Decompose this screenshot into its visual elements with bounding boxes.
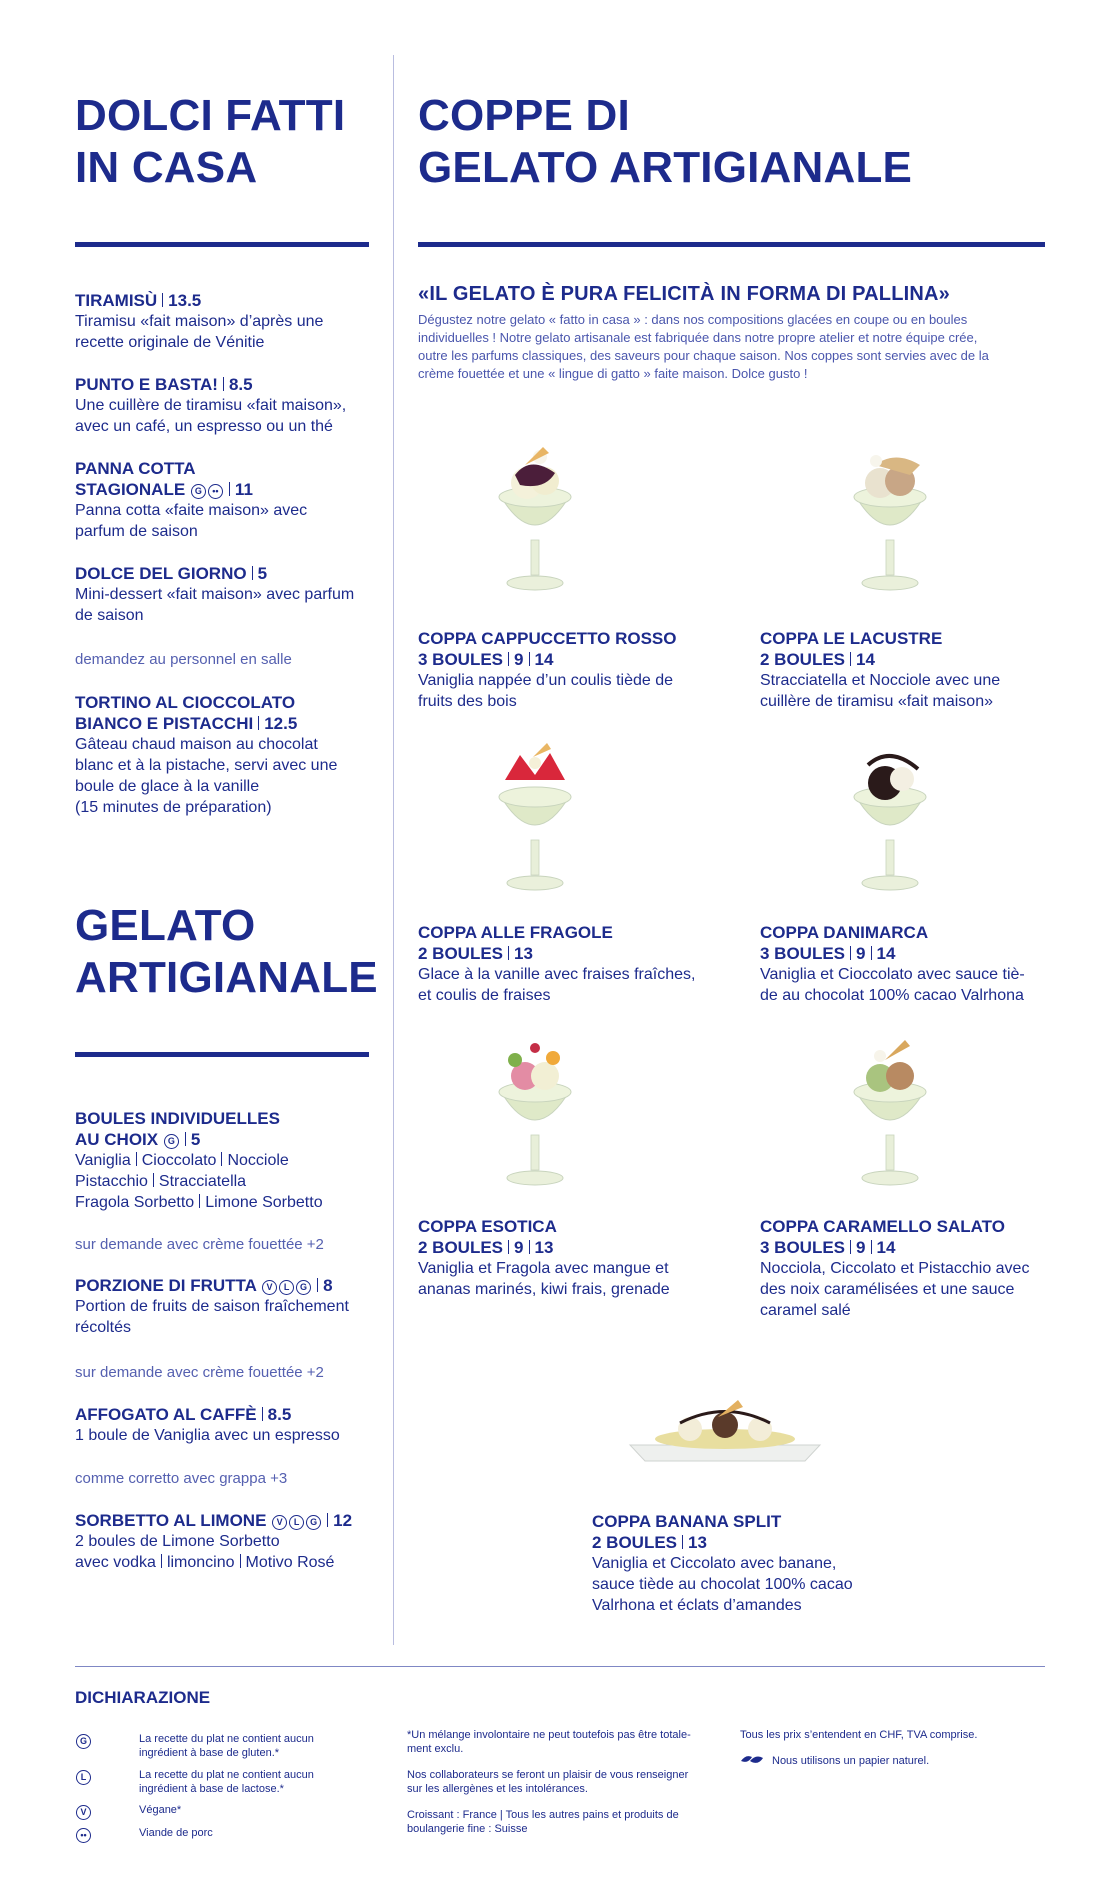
coppe-title-line-1: COPPE DI bbox=[418, 91, 630, 140]
gluten-free-icon: G bbox=[296, 1280, 311, 1295]
item-desc: Mini-dessert «fait maison» avec parfum bbox=[75, 586, 355, 603]
menu-item-dolce-del-giorno bbox=[75, 563, 354, 626]
item-desc: blanc et à la pistache, servi avec une bbox=[75, 757, 338, 774]
item-desc: recette originale de Vénitie bbox=[75, 334, 265, 351]
coppa-boules: 3 BOULES bbox=[760, 944, 846, 963]
pork-icon: •• bbox=[208, 484, 223, 499]
legend-text: ingrédient à base de gluten.* bbox=[139, 1747, 280, 1759]
legend-text: La recette du plat ne contient aucun bbox=[139, 1769, 314, 1781]
coppa-desc: Vaniglia et Fragola avec mangue et bbox=[418, 1260, 669, 1277]
coppa-desc: Stracciatella et Nocciole avec une bbox=[760, 672, 1001, 689]
item-price: 8.5 bbox=[228, 375, 253, 394]
item-desc: 2 boules de Limone Sorbetto bbox=[75, 1533, 280, 1550]
legend-vegan bbox=[75, 1803, 379, 1817]
item-name: SORBETTO AL LIMONE bbox=[75, 1511, 267, 1530]
coppa-boules: 2 BOULES bbox=[760, 650, 846, 669]
menu-item-tiramisu bbox=[75, 290, 323, 353]
flavor: Cioccolato bbox=[141, 1152, 217, 1169]
coppa-boules: 2 BOULES bbox=[418, 1238, 504, 1257]
item-name: AU CHOIX bbox=[75, 1130, 159, 1149]
coppa-image-cappuccetto bbox=[480, 435, 590, 595]
coppa-boules: 3 BOULES bbox=[418, 650, 504, 669]
coppa-price: 14 bbox=[856, 650, 875, 669]
leaf-icon bbox=[740, 1754, 764, 1768]
item-desc: 1 boule de Vaniglia avec un espresso bbox=[75, 1427, 340, 1444]
dolci-title-line-2: IN CASA bbox=[75, 143, 258, 192]
gelato-note: comme corretto avec grappa +3 bbox=[75, 1470, 288, 1487]
item-desc: Portion de fruits de saison fraîchement bbox=[75, 1298, 349, 1315]
legend-text: La recette du plat ne contient aucun bbox=[139, 1733, 314, 1745]
footer-rule bbox=[75, 1666, 1045, 1667]
coppa-price: 13 bbox=[534, 1238, 554, 1257]
item-name: AFFOGATO AL CAFFÈ bbox=[75, 1405, 257, 1424]
gelato-note: sur demande avec crème fouettée +2 bbox=[75, 1364, 324, 1381]
pork-icon: •• bbox=[76, 1828, 91, 1843]
intro-line: crème fouettée et une « lingue di gatto » faite maison. Dolce gusto ! bbox=[418, 366, 808, 381]
item-desc: Panna cotta «faite maison» avec bbox=[75, 502, 308, 519]
footer-note: ment exclu. bbox=[407, 1743, 464, 1755]
dolci-title bbox=[75, 90, 345, 194]
footer-allergen-notes bbox=[407, 1728, 717, 1836]
coppa-banana-split bbox=[592, 1511, 853, 1616]
coppa-caramello-salato bbox=[760, 1216, 1029, 1321]
flavor: Fragola Sorbetto bbox=[75, 1194, 195, 1211]
intro-line: individuelles ! Notre gelato artisanale est fabriquée dans notre propre atelier et notre équipe crée, bbox=[418, 330, 978, 345]
coppa-danimarca bbox=[760, 922, 1025, 1006]
item-desc: boule de glace à la vanille bbox=[75, 778, 260, 795]
coppa-name: COPPA BANANA SPLIT bbox=[592, 1512, 782, 1531]
legend-gluten bbox=[75, 1732, 379, 1760]
coppa-price: 9 bbox=[514, 650, 524, 669]
coppe-quote: «IL GELATO È PURA FELICITÀ IN FORMA DI PALLINA» bbox=[418, 283, 951, 305]
coppa-image-esotica bbox=[480, 1030, 590, 1190]
lactose-free-icon: L bbox=[279, 1280, 294, 1295]
item-desc: avec un café, un espresso ou un thé bbox=[75, 418, 333, 435]
price-info: Tous les prix s’entendent en CHF, TVA comprise. bbox=[740, 1729, 978, 1741]
coppa-desc: cuillère de tiramisu «fait maison» bbox=[760, 693, 993, 710]
flavor: Nocciole bbox=[227, 1152, 289, 1169]
lactose-free-icon: L bbox=[76, 1770, 91, 1785]
vegan-icon: V bbox=[76, 1805, 91, 1820]
item-name: PUNTO E BASTA! bbox=[75, 375, 218, 394]
item-price: 11 bbox=[234, 480, 253, 499]
legend-pork bbox=[75, 1826, 379, 1840]
flavor: Vaniglia bbox=[75, 1152, 131, 1169]
footer-note: *Un mélange involontaire ne peut toutefois pas être totale- bbox=[407, 1729, 691, 1741]
legend-text: Végane* bbox=[139, 1804, 182, 1816]
gelato-title-line-1: GELATO bbox=[75, 901, 256, 950]
item-name: STAGIONALE bbox=[75, 480, 186, 499]
coppa-desc: de au chocolat 100% cacao Valrhona bbox=[760, 987, 1024, 1004]
coppa-desc: ananas marinés, kiwi frais, grenade bbox=[418, 1281, 670, 1298]
coppa-price: 14 bbox=[534, 650, 554, 669]
coppa-image-banana-split bbox=[620, 1395, 830, 1470]
legend-text: ingrédient à base de lactose.* bbox=[139, 1783, 284, 1795]
lactose-free-icon: L bbox=[289, 1515, 304, 1530]
coppa-desc: sauce tiède au chocolat 100% cacao bbox=[592, 1576, 853, 1593]
coppa-desc: caramel salé bbox=[760, 1302, 851, 1319]
coppa-desc: Valrhona et éclats d’amandes bbox=[592, 1597, 802, 1614]
menu-item-panna-cotta bbox=[75, 458, 307, 542]
coppa-image-caramello bbox=[835, 1030, 945, 1190]
item-name: BOULES INDIVIDUELLES bbox=[75, 1109, 280, 1128]
footer-title: DICHIARAZIONE bbox=[75, 1688, 211, 1707]
coppa-boules: 2 BOULES bbox=[418, 944, 504, 963]
coppa-esotica bbox=[418, 1216, 670, 1300]
coppa-name: COPPA CARAMELLO SALATO bbox=[760, 1217, 1005, 1236]
menu-item-punto-e-basta bbox=[75, 374, 346, 437]
coppa-price: 9 bbox=[514, 1238, 524, 1257]
item-desc: Tiramisu «fait maison» d’après une bbox=[75, 313, 324, 330]
footer-note: Nos collaborateurs se feront un plaisir de vous renseigner bbox=[407, 1769, 689, 1781]
item-price: 13.5 bbox=[168, 291, 202, 310]
dolci-title-line-1: DOLCI FATTI bbox=[75, 91, 346, 140]
coppa-name: COPPA DANIMARCA bbox=[760, 923, 929, 942]
flavor: Stracciatella bbox=[158, 1173, 247, 1190]
coppa-desc: et coulis de fraises bbox=[418, 987, 551, 1004]
paper-info: Nous utilisons un papier naturel. bbox=[772, 1755, 930, 1767]
gluten-free-icon: G bbox=[191, 484, 206, 499]
coppa-cappuccetto-rosso bbox=[418, 628, 677, 712]
legend-text: Viande de porc bbox=[139, 1827, 213, 1839]
vegan-icon: V bbox=[272, 1515, 287, 1530]
menu-item-boules bbox=[75, 1108, 323, 1213]
item-desc: Une cuillère de tiramisu «fait maison», bbox=[75, 397, 347, 414]
gelato-note: sur demande avec crème fouettée +2 bbox=[75, 1236, 324, 1253]
gelato-title-line-2: ARTIGIANALE bbox=[75, 953, 378, 1002]
legend-lactose bbox=[75, 1768, 379, 1796]
coppa-boules: 3 BOULES bbox=[760, 1238, 846, 1257]
dolci-rule bbox=[75, 242, 369, 247]
flavor: Limone Sorbetto bbox=[205, 1194, 323, 1211]
item-price: 12.5 bbox=[264, 714, 298, 733]
coppa-desc: des noix caramélisées et une sauce bbox=[760, 1281, 1015, 1298]
gelato-rule bbox=[75, 1052, 369, 1057]
item-price: 8.5 bbox=[267, 1405, 292, 1424]
intro-line: Dégustez notre gelato « fatto in casa » : dans nos compositions glacées en coupe ou en boules bbox=[418, 312, 968, 327]
coppa-name: COPPA LE LACUSTRE bbox=[760, 629, 943, 648]
coppa-price: 9 bbox=[856, 944, 866, 963]
coppa-desc: Vaniglia et Cioccolato avec sauce tiè- bbox=[760, 966, 1025, 983]
coppa-desc: Vaniglia nappée d’un coulis tiède de bbox=[418, 672, 674, 689]
dolci-note: demandez au personnel en salle bbox=[75, 651, 292, 668]
item-name: BIANCO E PISTACCHI bbox=[75, 714, 254, 733]
menu-item-tortino bbox=[75, 692, 337, 818]
item-desc: (15 minutes de préparation) bbox=[75, 799, 272, 816]
flavor: Pistacchio bbox=[75, 1173, 148, 1190]
item-desc: limoncino bbox=[166, 1554, 235, 1571]
coppa-alle-fragole bbox=[418, 922, 695, 1006]
coppa-price: 9 bbox=[856, 1238, 866, 1257]
item-desc: parfum de saison bbox=[75, 523, 198, 540]
item-desc: Gâteau chaud maison au chocolat bbox=[75, 736, 318, 753]
item-name: DOLCE DEL GIORNO bbox=[75, 564, 247, 583]
coppa-name: COPPA CAPPUCCETTO ROSSO bbox=[418, 629, 677, 648]
item-price: 5 bbox=[257, 564, 268, 583]
coppa-desc: Nocciola, Ciccolato et Pistacchio avec bbox=[760, 1260, 1030, 1277]
coppa-name: COPPA ESOTICA bbox=[418, 1217, 557, 1236]
coppa-name: COPPA ALLE FRAGOLE bbox=[418, 923, 613, 942]
coppa-desc: fruits des bois bbox=[418, 693, 517, 710]
item-desc: récoltés bbox=[75, 1319, 132, 1336]
coppa-image-fragole bbox=[480, 735, 590, 895]
coppa-image-lacustre bbox=[835, 435, 945, 595]
coppa-price: 14 bbox=[876, 1238, 896, 1257]
menu-item-sorbetto bbox=[75, 1510, 352, 1573]
coppe-rule bbox=[418, 242, 1045, 247]
coppa-desc: Glace à la vanille avec fraises fraîches, bbox=[418, 966, 696, 983]
coppa-price: 14 bbox=[876, 944, 896, 963]
item-name: PANNA COTTA bbox=[75, 459, 196, 478]
item-desc: de saison bbox=[75, 607, 144, 624]
gluten-free-icon: G bbox=[164, 1134, 179, 1149]
coppe-intro bbox=[418, 311, 1048, 383]
footer-info bbox=[740, 1728, 1040, 1768]
item-price: 8 bbox=[323, 1276, 333, 1295]
menu-item-porzione-di-frutta bbox=[75, 1275, 349, 1338]
item-name: TORTINO AL CIOCCOLATO bbox=[75, 693, 296, 712]
coppe-title-line-2: GELATO ARTIGIANALE bbox=[418, 143, 913, 192]
item-price: 12 bbox=[333, 1511, 353, 1530]
coppa-desc: Vaniglia et Ciccolato avec banane, bbox=[592, 1555, 837, 1572]
footer-note: Croissant : France | Tous les autres pains et produits de bbox=[407, 1809, 679, 1821]
coppa-le-lacustre bbox=[760, 628, 1000, 712]
item-desc: Motivo Rosé bbox=[245, 1554, 335, 1571]
coppa-price: 13 bbox=[688, 1533, 707, 1552]
coppa-price: 13 bbox=[514, 944, 533, 963]
gelato-title bbox=[75, 900, 378, 1004]
item-price: 5 bbox=[190, 1130, 201, 1149]
gluten-free-icon: G bbox=[306, 1515, 321, 1530]
column-divider bbox=[393, 55, 394, 1645]
item-name: PORZIONE DI FRUTTA bbox=[75, 1276, 257, 1295]
intro-line: outre les parfums classiques, des saveurs pour chaque saison. Nos coppes sont servies avec de la bbox=[418, 348, 989, 363]
coppa-image-danimarca bbox=[835, 735, 945, 895]
footer-note: boulangerie fine : Suisse bbox=[407, 1823, 528, 1835]
coppe-title bbox=[418, 90, 912, 194]
gluten-free-icon: G bbox=[76, 1734, 91, 1749]
vegan-icon: V bbox=[262, 1280, 277, 1295]
menu-item-affogato bbox=[75, 1404, 340, 1446]
item-desc: avec vodka bbox=[75, 1554, 156, 1571]
footer-note: sur les allergènes et les intolérances. bbox=[407, 1783, 588, 1795]
coppa-boules: 2 BOULES bbox=[592, 1533, 678, 1552]
item-name: TIRAMISÙ bbox=[75, 291, 158, 310]
